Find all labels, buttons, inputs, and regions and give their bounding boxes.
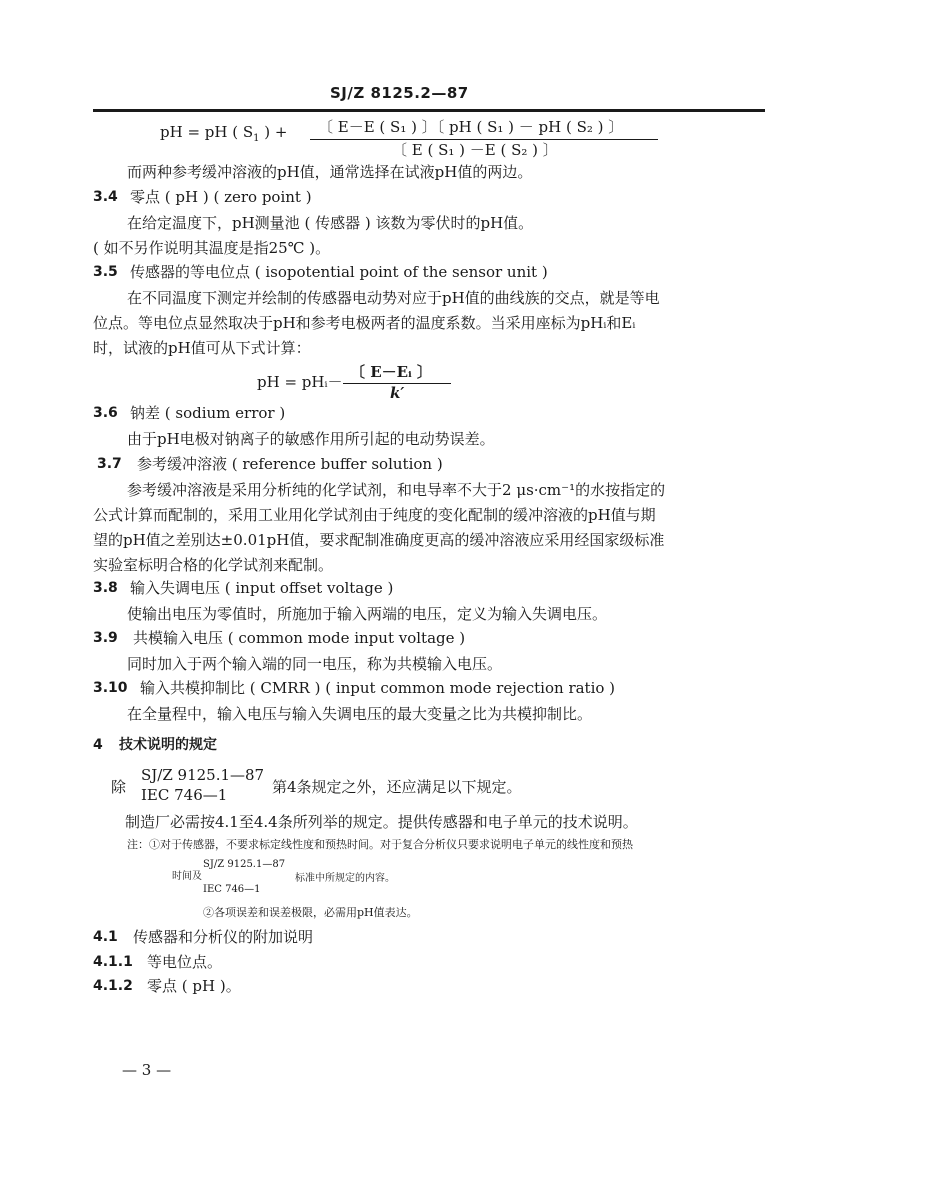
header-rule — [93, 109, 765, 112]
section-3-8-number: 3.8 — [93, 580, 118, 596]
formula-1-lhs-text: pH = pH ( S — [160, 123, 254, 141]
note-1-prefix: 时间及 — [172, 871, 202, 882]
section-3-8-title: 输入失调电压 ( input offset voltage ) — [130, 579, 394, 597]
section-3-9-title: 共模输入电压 ( common mode input voltage ) — [133, 629, 466, 647]
section-3-10-number: 3.10 — [93, 680, 128, 696]
page-number: — 3 — — [122, 1061, 172, 1079]
formula-2-numerator: 〔 E－Eᵢ 〕 — [350, 363, 432, 381]
section-3-6-number: 3.6 — [93, 405, 118, 421]
section-3-4-number: 3.4 — [93, 189, 118, 205]
section-4-1-1-number: 4.1.1 — [93, 954, 133, 970]
section-3-5-line-2: 位点。等电位点显然取决于pH和参考电极两者的温度系数。当采用座标为pHᵢ和Eᵢ — [93, 314, 636, 332]
section-4-1-number: 4.1 — [93, 929, 118, 945]
formula-1-lhs — [160, 122, 287, 149]
section-4-title: 技术说明的规定 — [119, 737, 217, 753]
section-4-1-1-title: 等电位点。 — [147, 953, 223, 971]
note-1-tail: 标准中所规定的内容。 — [295, 873, 395, 884]
section-3-9-number: 3.9 — [93, 630, 118, 646]
note-1-std-top: SJ/Z 9125.1—87 — [203, 859, 286, 870]
section-4-except-tail: 第4条规定之外，还应满足以下规定。 — [272, 778, 522, 796]
section-3-7-number: 3.7 — [97, 456, 122, 472]
section-3-7-line-4: 实验室标明合格的化学试剂来配制。 — [93, 556, 334, 574]
para-two-solutions: 而两种参考缓冲溶液的pH值，通常选择在试液pH值的两边。 — [127, 163, 533, 181]
section-3-7-title: 参考缓冲溶液 ( reference buffer solution ) — [137, 455, 443, 473]
section-3-9-body: 同时加入于两个输入端的同一电压，称为共模输入电压。 — [127, 655, 503, 673]
section-3-10-body: 在全量程中，输入电压与输入失调电压的最大变量之比为共模抑制比。 — [127, 705, 593, 723]
section-3-7-line-2: 公式计算而配制的，采用工业用化学试剂由于纯度的变化配制的缓冲溶液的pH值与期 — [93, 506, 656, 524]
formula-2-denominator: k′ — [390, 384, 405, 402]
section-3-5-line-1: 在不同温度下测定并绘制的传感器电动势对应于pH值的曲线族的交点，就是等电 — [127, 289, 660, 307]
section-4-note-2: ②各项误差和误差极限，必需用pH值表达。 — [203, 906, 418, 919]
section-3-6-title: 钠差 ( sodium error ) — [130, 404, 286, 422]
section-3-6-body: 由于pH电极对钠离子的敏感作用所引起的电动势误差。 — [127, 430, 495, 448]
section-4-std-top: SJ/Z 9125.1—87 — [141, 766, 265, 784]
section-4-note-1: 注：①对于传感器，不要求标定线性度和预热时间。对于复合分析仪只要求说明电子单元的线性度和预热 — [127, 838, 633, 851]
section-4-std-bottom: IEC 746—1 — [141, 786, 228, 804]
formula-1-sub: 1 — [253, 133, 260, 144]
section-3-5-number: 3.5 — [93, 264, 118, 280]
formula-1-rhs-tail: ) + — [259, 123, 288, 141]
section-3-10-title: 输入共模抑制比 ( CMRR ) ( input common mode rejection ratio ) — [140, 679, 616, 697]
section-4-1-2-title: 零点 ( pH )。 — [147, 977, 241, 995]
section-3-4-body-2: ( 如不另作说明其温度是指25℃ )。 — [93, 239, 331, 257]
section-3-8-body: 使输出电压为零值时，所施加于输入两端的电压，定义为输入失调电压。 — [127, 605, 608, 623]
section-3-7-line-3: 望的pH值之差别达±0.01pH值，要求配制准确度更高的缓冲溶液应采用经国家级标准 — [93, 531, 665, 549]
note-1-std-bottom: IEC 746—1 — [203, 884, 261, 895]
section-3-4-title: 零点 ( pH ) ( zero point ) — [130, 188, 312, 206]
formula-1-numerator: 〔 E－E ( S₁ ) 〕〔 pH ( S₁ ) － pH ( S₂ ) 〕 — [318, 118, 624, 136]
section-4-number: 4 — [93, 737, 103, 753]
formula-1-denominator: 〔 E ( S₁ ) －E ( S₂ ) 〕 — [392, 141, 558, 159]
doc-header-code: SJ/Z 8125.2—87 — [330, 84, 469, 102]
section-3-7-line-1: 参考缓冲溶液是采用分析纯的化学试剂，和电导率不大于2 μs·cm⁻¹的水按指定的 — [127, 481, 666, 499]
section-3-4-body-1: 在给定温度下，pH测量池 ( 传感器 ) 该数为零伏时的pH值。 — [127, 214, 534, 232]
section-3-5-title: 传感器的等电位点 ( isopotential point of the sensor unit ) — [130, 263, 548, 281]
section-4-1-title: 传感器和分析仪的附加说明 — [133, 928, 314, 946]
section-4-except-word: 除 — [111, 778, 127, 796]
section-3-5-line-3: 时，试液的pH值可从下式计算： — [93, 339, 311, 357]
formula-2-lhs: pH = pHᵢ－ — [257, 373, 343, 391]
section-4-body: 制造厂必需按4.1至4.4条所列举的规定。提供传感器和电子单元的技术说明。 — [125, 813, 638, 831]
section-4-1-2-number: 4.1.2 — [93, 978, 133, 994]
